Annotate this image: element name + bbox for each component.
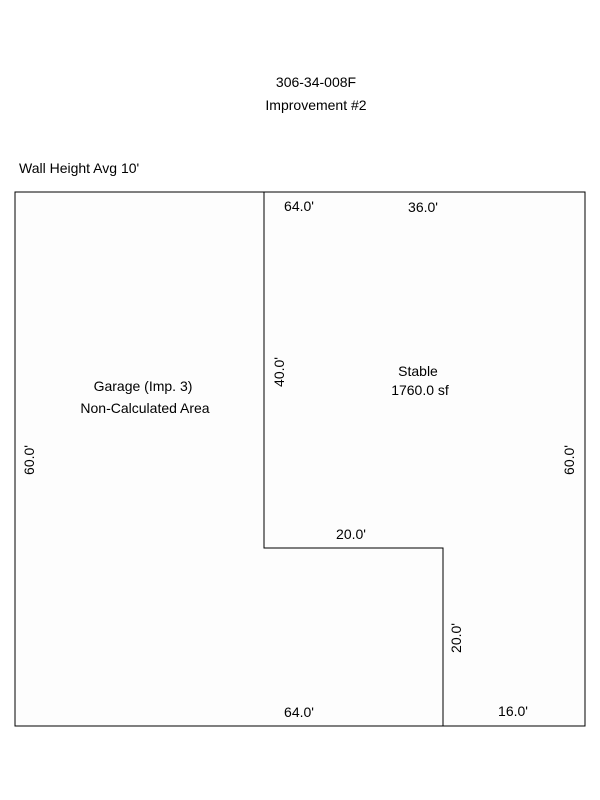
stable-label: Stable	[398, 363, 438, 379]
dim-bottom-right: 16.0'	[498, 703, 528, 719]
stable-area: 1760.0 sf	[391, 382, 449, 398]
dim-step-vertical: 20.0'	[448, 623, 464, 653]
improvement-title: Improvement #2	[265, 97, 367, 113]
dim-right: 60.0'	[561, 445, 577, 475]
dim-divider-vertical: 40.0'	[271, 357, 287, 387]
dim-left: 60.0'	[21, 445, 37, 475]
garage-note: Non-Calculated Area	[80, 400, 210, 416]
garage-label: Garage (Imp. 3)	[93, 378, 193, 394]
wall-height-label: Wall Height Avg 10'	[19, 160, 140, 176]
dim-top-left: 64.0'	[284, 198, 314, 214]
dim-bottom-left: 64.0'	[284, 704, 314, 720]
parcel-id: 306-34-008F	[275, 74, 357, 90]
dim-top-right: 36.0'	[408, 199, 438, 215]
dim-step-horizontal: 20.0'	[336, 526, 366, 542]
garage-outline	[15, 192, 585, 726]
